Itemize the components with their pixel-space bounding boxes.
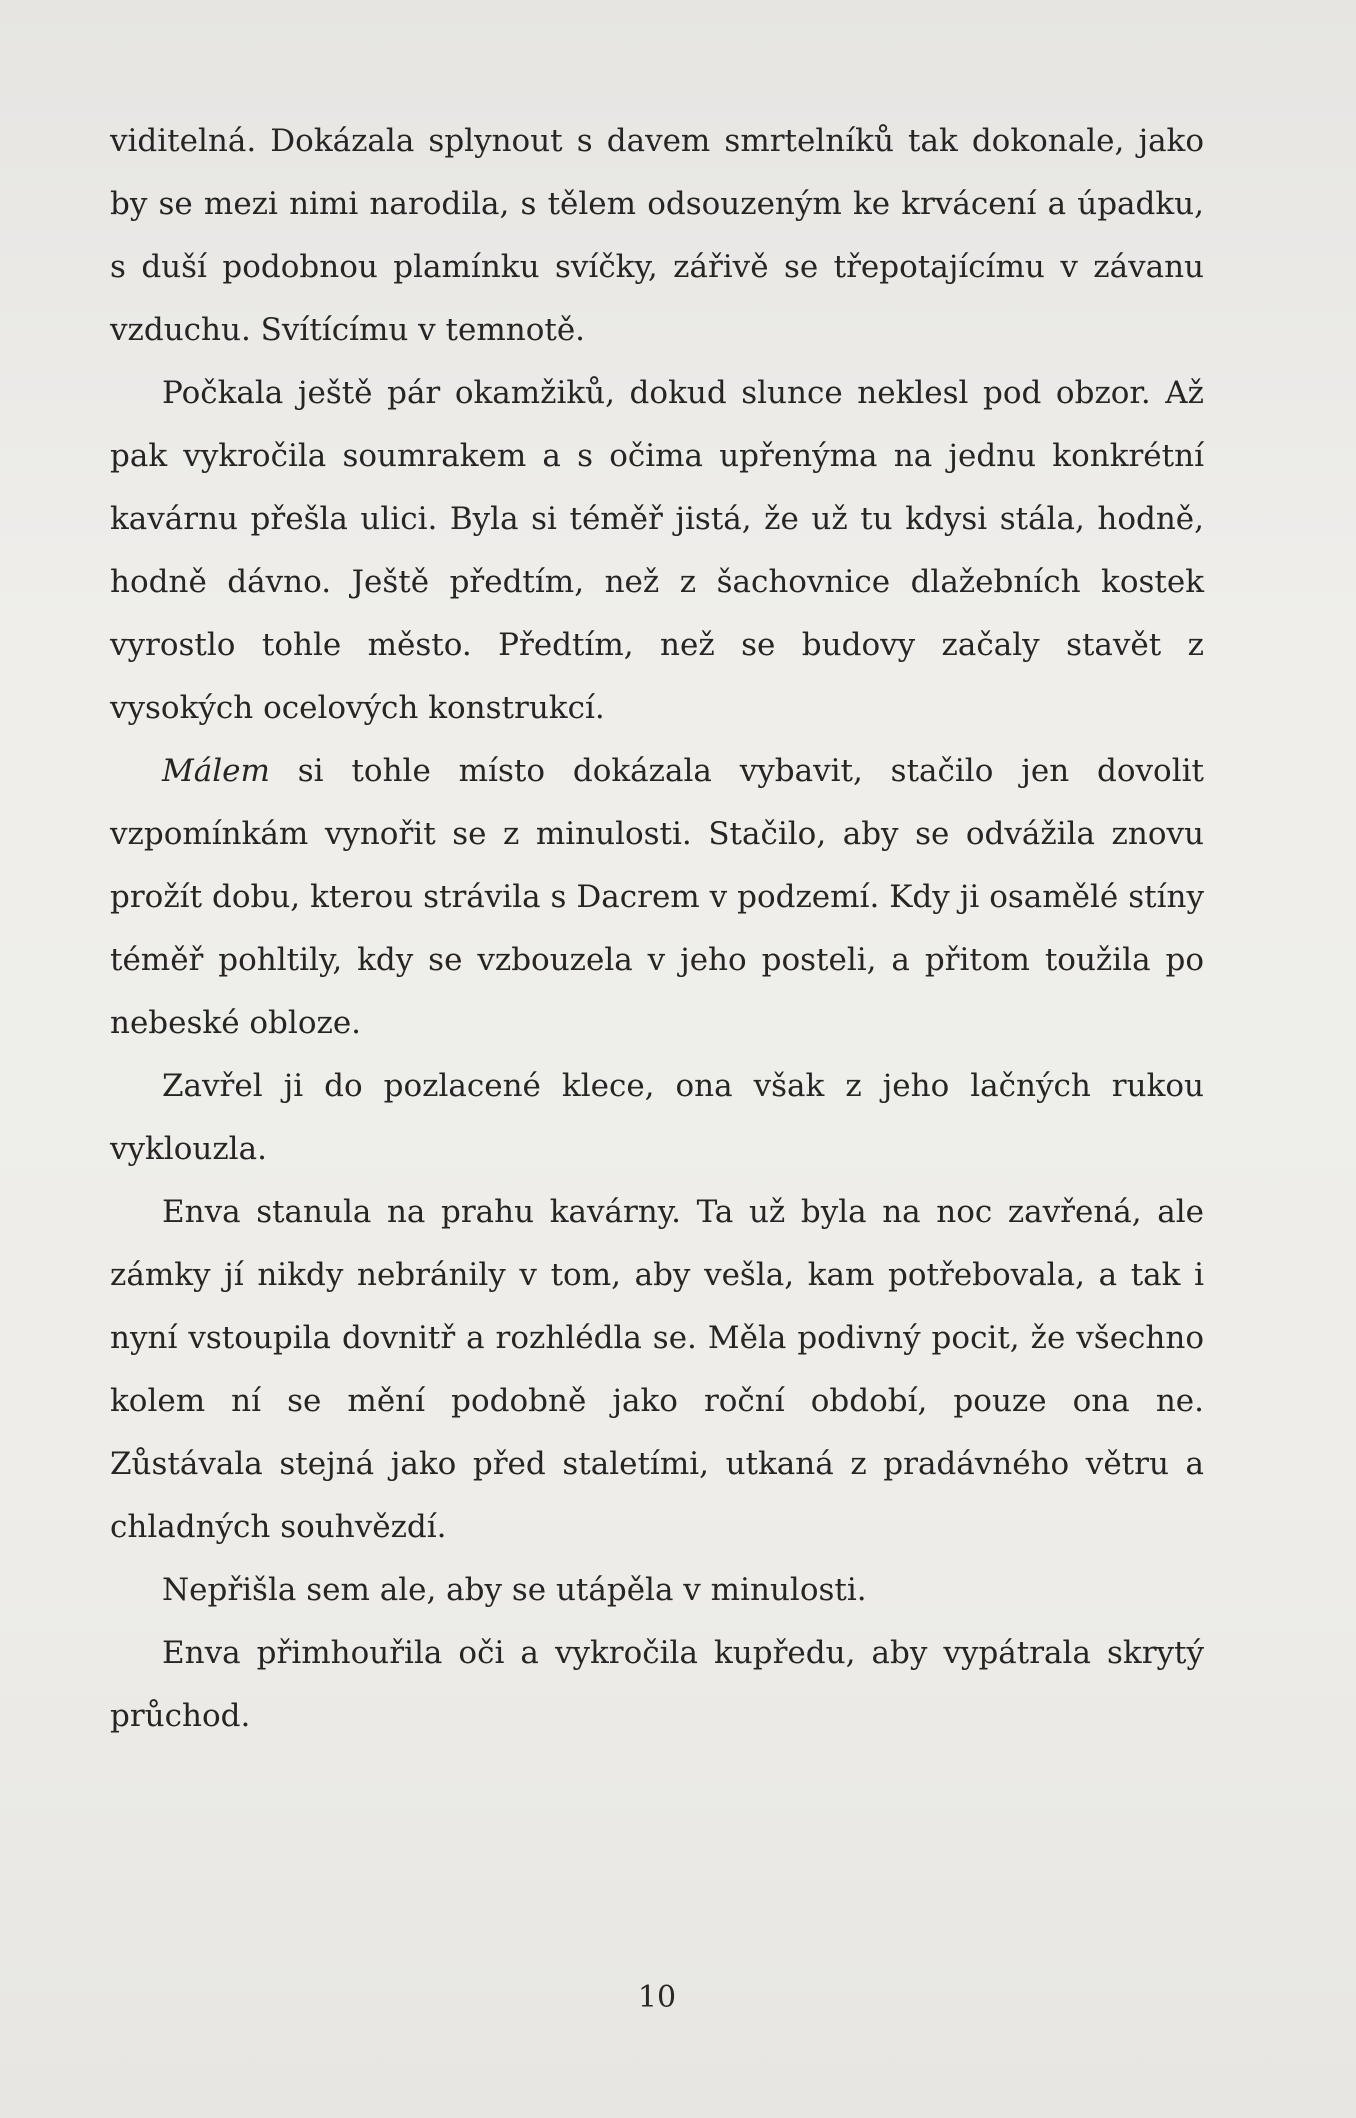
paragraph-3 [110, 740, 1204, 1055]
paragraph-6: Nepřišla sem ale, aby se utápěla v minulosti. [162, 1572, 867, 1608]
paragraph-4: Zavřel ji do pozlacené klece, ona však z jeho lačných rukou vyklouzla. [110, 1068, 1204, 1167]
paragraph-7: Enva přimhouřila oči a vykročila kupředu, aby vypátrala skrytý průchod. [110, 1635, 1204, 1734]
page-number: 10 [637, 1980, 677, 2015]
paragraph-5: Enva stanula na prahu kavárny. Ta už byla na noc zavřená, ale zámky jí nikdy nebránily v tom, aby vešla, kam potřebovala, a tak i nyní vstoupila dovnitř a rozhlédla se. Měla podivný pocit, že všechno kolem ní se mění podobně jako roční období, pouze ona ne. Zůstávala stejná jako před staletími, utkaná z pradávného větru a chladných souhvězdí. [110, 1194, 1204, 1545]
paragraph-1: viditelná. Dokázala splynout s davem smrtelníků tak dokonale, jako by se mezi nimi narodila, s tělem odsouzeným ke krvácení a úpadku, s duší podobnou plamínku svíčky, zářivě se třepotajícímu v závanu vzduchu. Svítícímu v temnotě. [110, 123, 1204, 348]
italic-word: Málem [162, 753, 270, 789]
paragraph-2: Počkala ještě pár okamžiků, dokud slunce neklesl pod obzor. Až pak vykročila soumrakem a s očima upřenýma na jednu konkrétní kavárnu přešla ulici. Byla si téměř jistá, že už tu kdysi stála, hodně, hodně dávno. Ještě předtím, než z šachovnice dlažebních kostek vyrostlo tohle město. Předtím, než se budovy začaly stavět z vysokých ocelových konstrukcí. [110, 375, 1204, 726]
book-page [110, 110, 1204, 2015]
body-text [110, 110, 1204, 1748]
paragraph-3-rest: si tohle místo dokázala vybavit, stačilo jen dovolit vzpomínkám vynořit se z minulosti. Stačilo, aby se odvážila znovu prožít dobu, kterou strávila s Dacrem v podzemí. Kdy ji osamělé stíny téměř pohltily, kdy se vzbouzela v jeho posteli, a přitom toužila po nebeské obloze. [110, 753, 1204, 1041]
